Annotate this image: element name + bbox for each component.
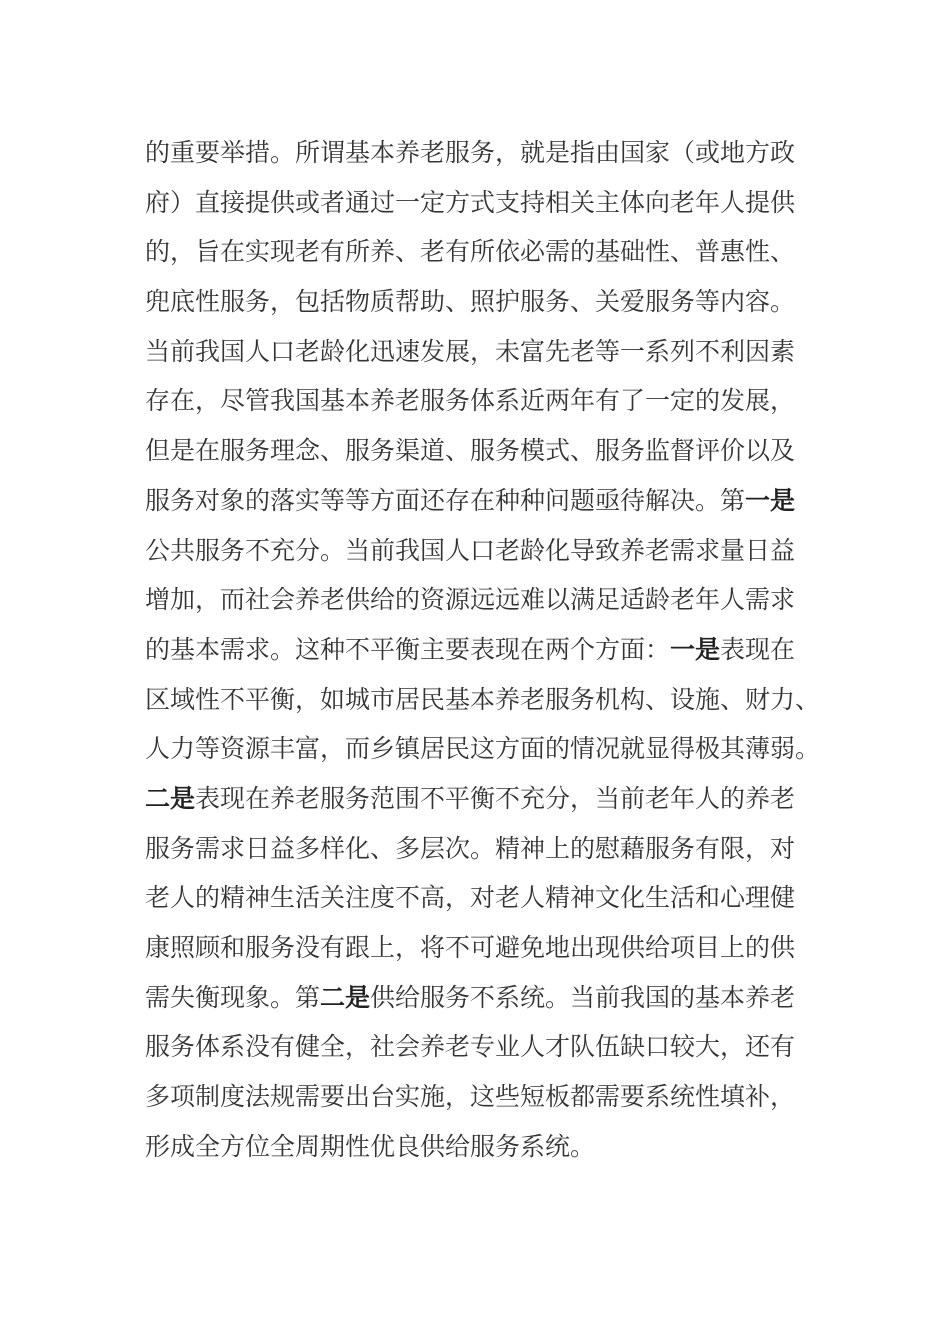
text-run: 康照顾和服务没有跟上，将不可避免地出现供给项目上的供	[145, 933, 796, 962]
text-run: 存在，尽管我国基本养老服务体系近两年有了一定的发展，	[145, 386, 796, 416]
text-line	[145, 675, 821, 725]
text-run: 的重要举措。所谓基本养老服务，就是指由国家（或地方政	[145, 138, 796, 167]
text-run: 府）直接提供或者通过一定方式支持相关主体向老年人提供	[145, 187, 796, 217]
text-line	[145, 327, 805, 377]
emphasized-text: 一是	[745, 485, 796, 515]
text-line	[145, 1072, 805, 1122]
text-run: 的基本需求。这种不平衡主要表现在两个方面：	[145, 634, 671, 664]
text-line	[145, 575, 805, 625]
text-line	[145, 227, 805, 277]
text-run: 表现在养老服务范围不平衡不充分，当前老年人的养老	[195, 783, 796, 813]
text-run: 服务对象的落实等等方面还存在种种问题亟待解决。第	[145, 485, 746, 515]
text-run: 老人的精神生活关注度不高，对老人精神文化生活和心理健	[145, 883, 796, 913]
text-line	[145, 625, 805, 675]
text-run: 兜底性服务，包括物质帮助、照护服务、关爱服务等内容。	[145, 287, 796, 317]
emphasized-text: 一是	[670, 634, 721, 664]
text-run: 需失衡现象。第	[145, 982, 321, 1012]
text-run: 服务需求日益多样化、多层次。精神上的慰藉服务有限，对	[145, 833, 796, 863]
emphasized-text: 二是	[320, 982, 371, 1012]
text-run: 形成全方位全周期性优良供给服务系统。	[145, 1131, 596, 1161]
text-run: 增加，而社会养老供给的资源远远难以满足适龄老年人需求	[145, 585, 796, 615]
text-line	[145, 774, 805, 824]
text-run: 但是在服务理念、服务渠道、服务模式、服务监督评价以及	[145, 436, 796, 466]
text-line	[145, 277, 805, 327]
text-line	[145, 476, 805, 526]
text-line	[145, 178, 805, 228]
emphasized-text: 二是	[145, 783, 196, 813]
text-run: 公共服务不充分。当前我国人口老龄化导致养老需求量日益	[145, 535, 796, 565]
text-line	[145, 923, 805, 973]
text-run: 人力等资源丰富，而乡镇居民这方面的情况就显得极其薄弱。	[145, 734, 821, 764]
text-line	[145, 973, 805, 1023]
text-run: 多项制度法规需要出台实施，这些短板都需要系统性填补，	[145, 1082, 796, 1112]
text-run: 服务体系没有健全，社会养老专业人才队伍缺口较大，还有	[145, 1032, 796, 1062]
text-run: 的，旨在实现老有所养、老有所依必需的基础性、普惠性、	[145, 237, 796, 267]
text-line	[145, 426, 805, 476]
text-line	[145, 824, 805, 874]
text-line	[145, 128, 805, 178]
text-line	[145, 1022, 805, 1072]
text-line	[145, 376, 805, 426]
text-line	[145, 724, 821, 774]
text-line	[145, 526, 805, 576]
text-run: 当前我国人口老龄化迅速发展，未富先老等一系列不利因素	[145, 336, 796, 366]
text-run: 区域性不平衡，如城市居民基本养老服务机构、设施、财力、	[145, 684, 821, 714]
body-paragraph	[145, 128, 821, 1171]
text-run: 供给服务不系统。当前我国的基本养老	[370, 982, 796, 1012]
text-line	[145, 873, 805, 923]
text-run: 表现在	[720, 634, 796, 664]
text-line	[145, 1122, 805, 1172]
